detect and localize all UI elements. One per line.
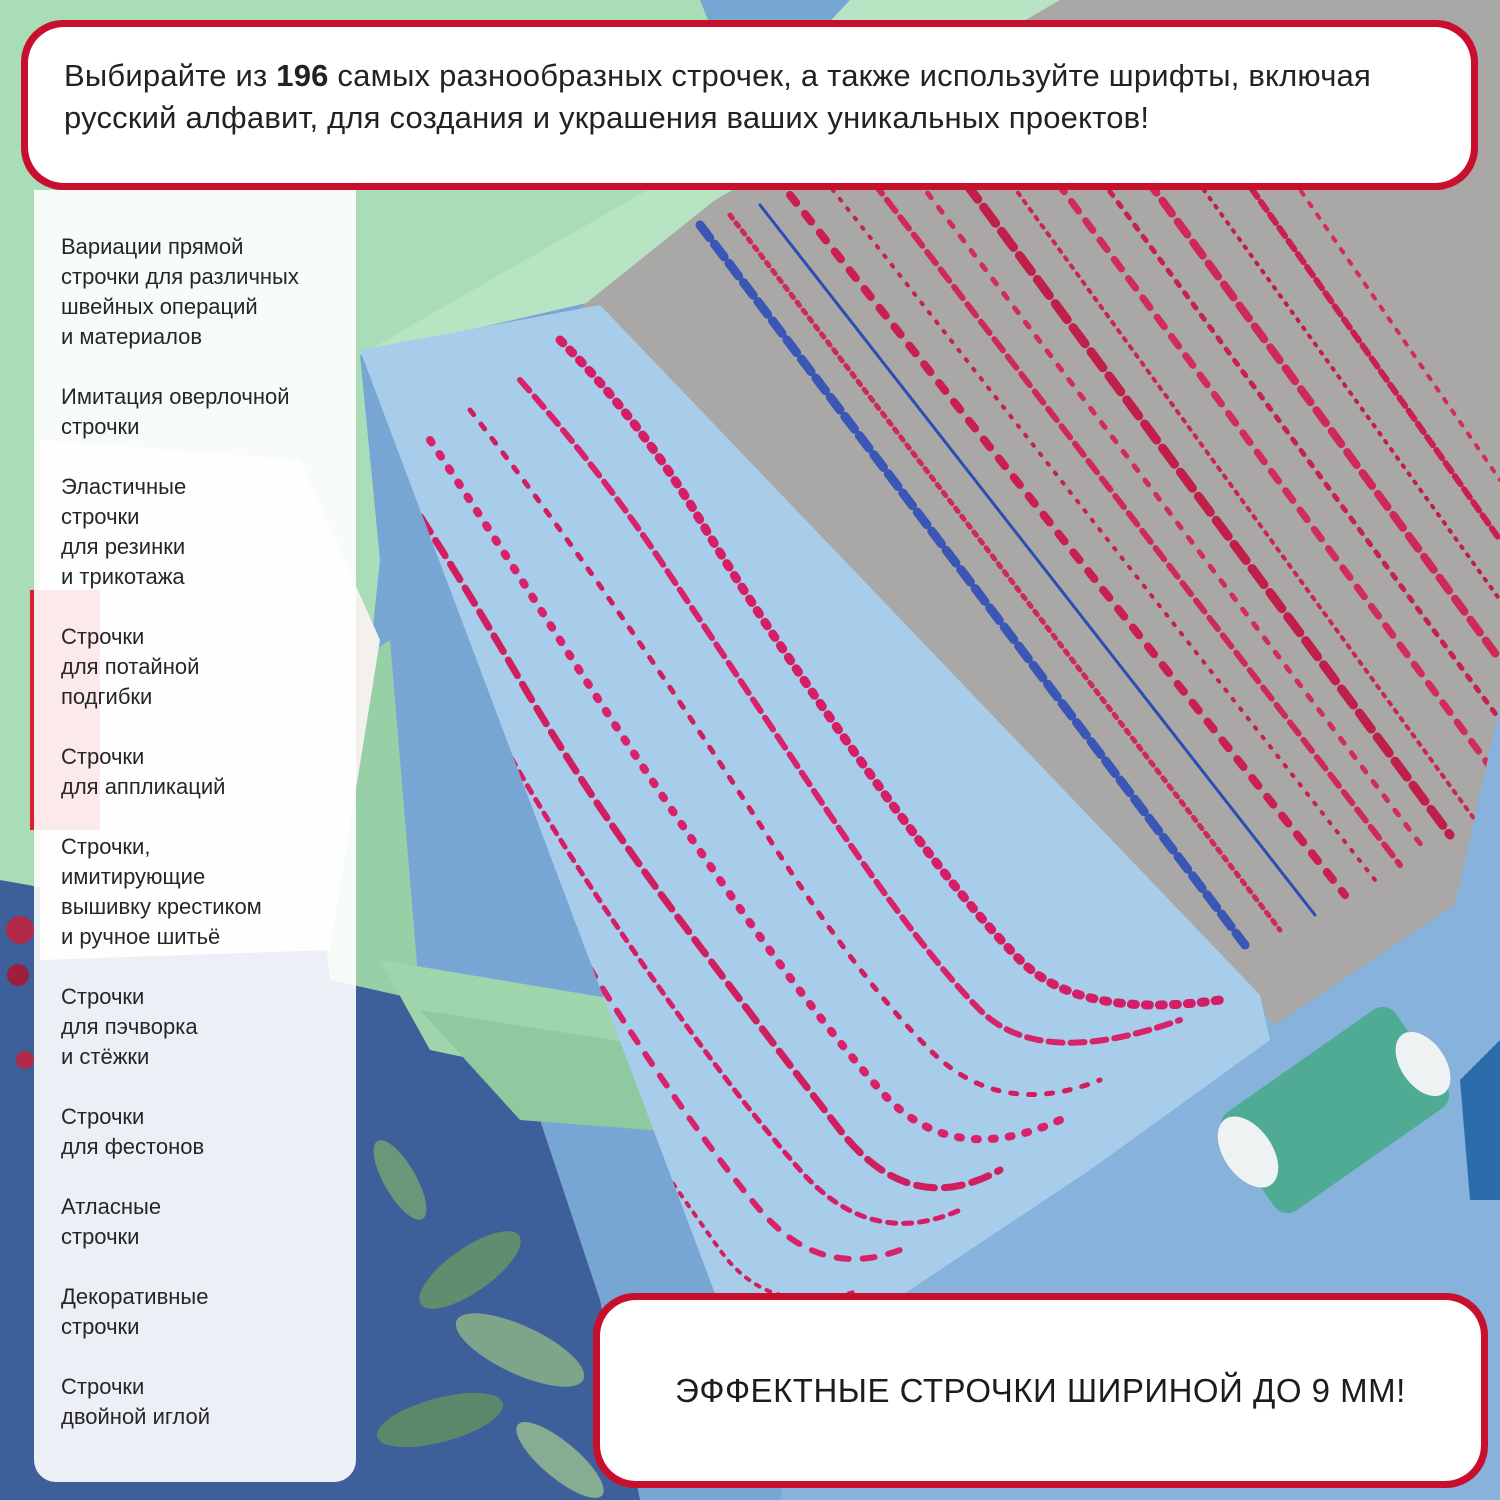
category-applique: Строчки для аппликаций bbox=[61, 744, 226, 799]
category-satin: Атласные строчки bbox=[61, 1194, 162, 1249]
category-patchwork: Строчки для пэчворка и стёжки bbox=[61, 984, 198, 1069]
category-straight-stitch: Вариации прямой строчки для различных швейных операций и материалов bbox=[61, 234, 299, 349]
stitch-width-banner bbox=[593, 1293, 1488, 1488]
stitch-categories-list bbox=[34, 190, 356, 1432]
category-overlock: Имитация оверлочной строчки bbox=[61, 384, 290, 439]
headline-stitch-count: 196 bbox=[276, 58, 329, 93]
headline-text-start: Выбирайте из bbox=[64, 58, 277, 93]
category-cross-stitch: Строчки, имитирующие вышивку крестиком и ручное шитьё bbox=[61, 834, 262, 949]
headline-card bbox=[21, 20, 1478, 190]
headline-text bbox=[28, 27, 1471, 183]
stitch-width-banner-text: ЭФФЕКТНЫЕ СТРОЧКИ ШИРИНОЙ ДО 9 ММ! bbox=[600, 1300, 1481, 1481]
stitch-categories-panel bbox=[34, 190, 356, 1482]
category-decorative: Декоративные строчки bbox=[61, 1284, 209, 1339]
headline-text-end: самых разнообразных строчек, а также используйте шрифты, включая русский алфавит, для создания и украшения ваших уникальных проектов! bbox=[64, 58, 1371, 135]
category-twin-needle: Строчки двойной иглой bbox=[61, 1374, 211, 1429]
category-blind-hem: Строчки для потайной подгибки bbox=[61, 624, 200, 709]
category-elastic: Эластичные строчки для резинки и трикотажа bbox=[61, 474, 187, 589]
category-scallop: Строчки для фестонов bbox=[61, 1104, 205, 1159]
